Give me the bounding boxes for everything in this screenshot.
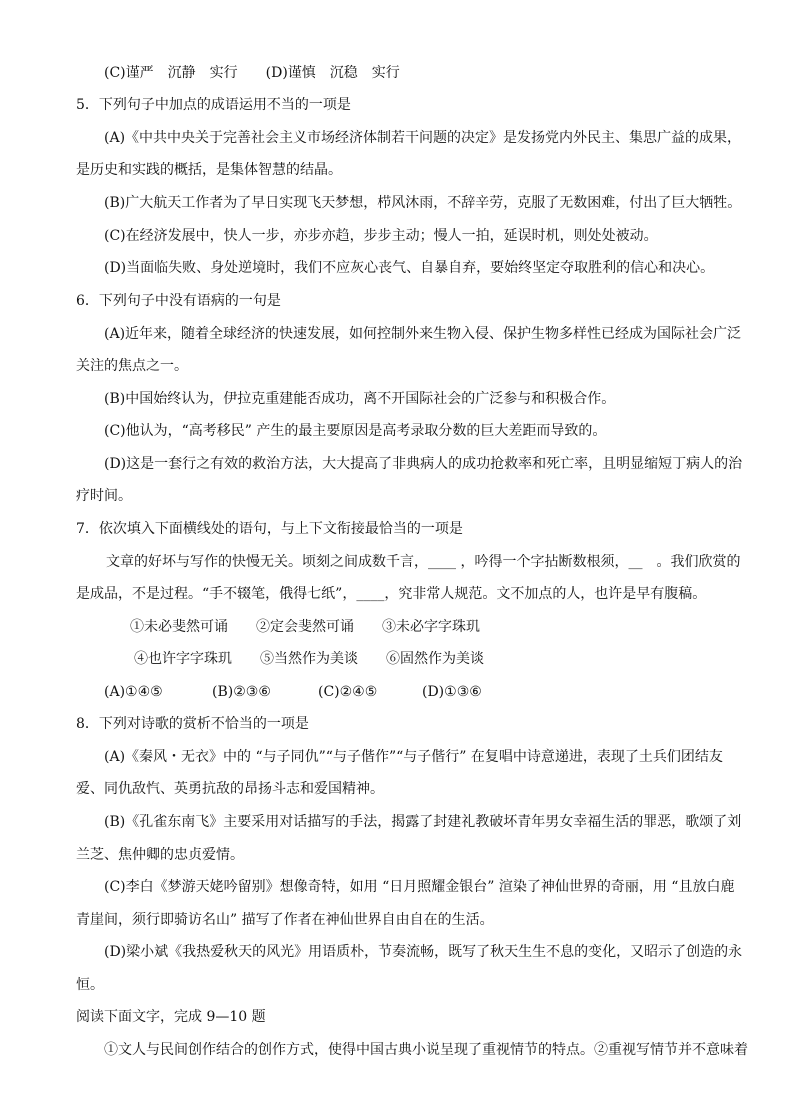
q7-passage-line1: 文章的好坏与写作的快慢无关。顷刻之间成数千言，____ ，吟得一个字拈断数根须，__ 。我们欣赏的 bbox=[106, 554, 741, 570]
q6-option-c: (C)他认为，“高考移民” 产生的最主要原因是高考录取分数的巨大差距而导致的。 bbox=[104, 423, 607, 439]
q7-option-a: (A)①④⑤ bbox=[104, 684, 163, 700]
q7-option-d: (D)①③⑥ bbox=[422, 684, 482, 700]
q8-option-d-line1: (D)梁小斌《我热爱秋天的风光》用语质朴，节奏流畅，既写了秋天生生不息的变化，又昭示了创造的永 bbox=[104, 944, 743, 960]
q8-option-b-line1: (B)《孔雀东南飞》主要采用对话描写的手法，揭露了封建礼教破坏青年男女幸福生活的罪恶，歌颂了刘 bbox=[104, 814, 742, 830]
q7-choices-row1: ①未必斐然可诵 ②定会斐然可诵 ③未必字字珠玑 bbox=[130, 619, 480, 635]
q7-option-c: (C)②④⑤ bbox=[318, 684, 378, 700]
q5-option-c: (C)在经济发展中，快人一步，亦步亦趋，步步主动；慢人一拍，延误时机，则处处被动。 bbox=[104, 228, 658, 244]
q6-stem: 6．下列句子中没有语病的一句是 bbox=[76, 293, 281, 309]
q6-option-a-line2: 关注的焦点之一。 bbox=[76, 358, 188, 374]
q8-option-a-line1: (A)《秦风・无衣》中的 “与子同仇”“与子偕作”“与子偕行” 在复唱中诗意递进，表现了土兵们团结友 bbox=[104, 749, 723, 765]
q5-option-a-line1: (A)《中共中央关于完善社会主义市场经济体制若干问题的决定》是发扬党内外民主、集思广益的成果， bbox=[104, 130, 742, 146]
q7-choices-row2: ④也许字字珠玑 ⑤当然作为美谈 ⑥固然作为美谈 bbox=[134, 651, 484, 667]
q6-option-d-line1: (D)这是一套行之有效的救治方法，大大提高了非典病人的成功抢救率和死亡率，且明显缩短丁病人的治 bbox=[104, 456, 743, 472]
q8-option-c-line1: (C)李白《梦游天姥吟留别》想像奇特，如用 “日月照耀金银台” 渲染了神仙世界的奇丽，用 “且放白鹿 bbox=[104, 879, 735, 895]
q4-option-cd: (C)谨严 沉静 实行 (D)谨慎 沉稳 实行 bbox=[104, 65, 400, 81]
q5-option-a-line2: 是历史和实践的概括，是集体智慧的结晶。 bbox=[76, 162, 342, 178]
q5-stem: 5．下列句子中加点的成语运用不当的一项是 bbox=[76, 97, 351, 113]
q7-stem: 7．依次填入下面横线处的语句，与上下文衔接最恰当的一项是 bbox=[76, 521, 463, 537]
q6-option-b: (B)中国始终认为，伊拉克重建能否成功，离不开国际社会的广泛参与和积极合作。 bbox=[104, 391, 616, 407]
q5-option-b: (B)广大航天工作者为了早日实现飞天梦想，栉风沐雨，不辞辛劳，克服了无数困难，付出了巨大牺牲。 bbox=[104, 195, 742, 211]
q6-option-a-line1: (A)近年来，随着全球经济的快速发展，如何控制外来生物入侵、保护生物多样性已经成为国际社会广泛 bbox=[104, 326, 742, 342]
reading-instruction: 阅读下面文字，完成 9—10 题 bbox=[76, 1009, 266, 1025]
q8-stem: 8．下列对诗歌的赏析不恰当的一项是 bbox=[76, 716, 309, 732]
q8-option-a-line2: 爱、同仇敌忾、英勇抗敌的昂扬斗志和爱国精神。 bbox=[76, 781, 384, 797]
q8-option-b-line2: 兰芝、焦仲卿的忠贞爱情。 bbox=[76, 847, 244, 863]
q7-option-b: (B)②③⑥ bbox=[212, 684, 271, 700]
q8-option-c-line2: 青崖间，须行即骑访名山” 描写了作者在神仙世界自由自在的生活。 bbox=[76, 912, 494, 928]
q7-passage-line2: 是成品，不是过程。“手不辍笔，俄得七纸”，____，究非常人规范。文不加点的人，也许是早有腹稿。 bbox=[76, 586, 707, 602]
reading-passage-line1: ①文人与民间创作结合的创作方式，使得中国古典小说呈现了重视情节的特点。②重视写情节并不意味着 bbox=[104, 1042, 748, 1058]
q6-option-d-line2: 疗时间。 bbox=[76, 488, 132, 504]
q5-option-d: (D)当面临失败、身处逆境时，我们不应灰心丧气、自暴自弃，要始终坚定夺取胜利的信心和决心。 bbox=[104, 260, 715, 276]
q8-option-d-line2: 恒。 bbox=[76, 977, 104, 993]
